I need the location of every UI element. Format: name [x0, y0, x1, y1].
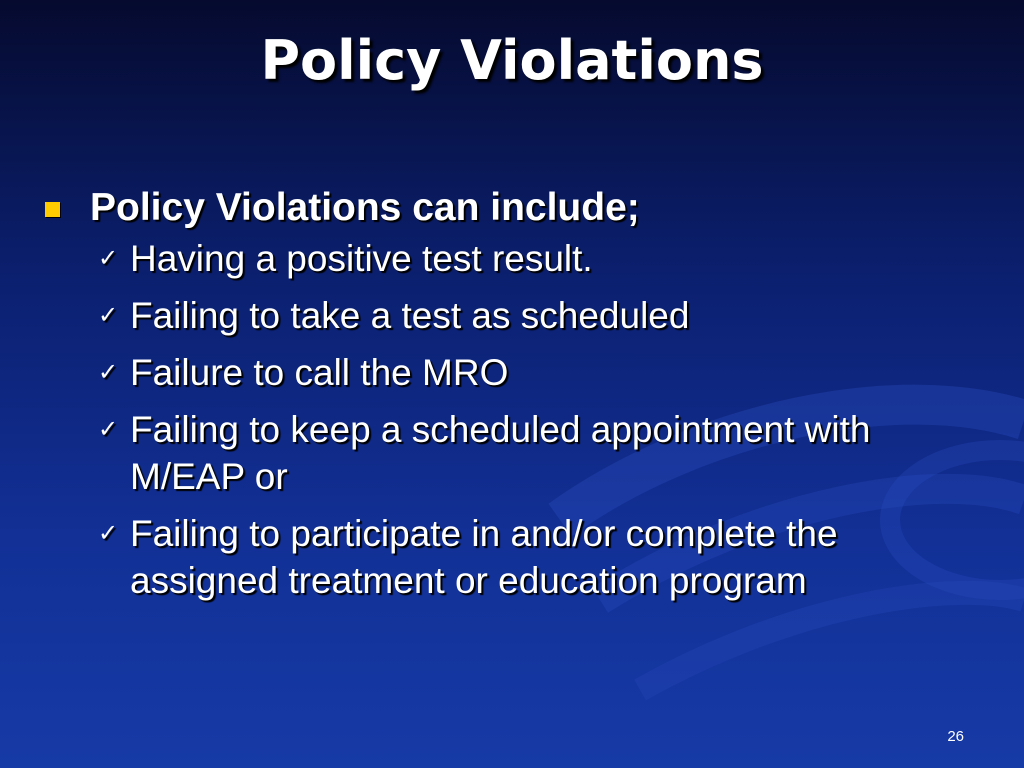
sub-bullet-text: Failure to call the MRO [130, 352, 509, 393]
sub-bullet-item [98, 292, 980, 339]
checkmark-icon: ✓ [98, 359, 119, 386]
square-bullet-icon [45, 202, 60, 217]
sub-bullet-item [98, 510, 980, 604]
checkmark-icon: ✓ [98, 416, 119, 443]
sub-bullet-text: Having a positive test result. [130, 238, 593, 279]
sub-bullet-text: Failing to keep a scheduled appointment with M/EAP or [130, 409, 871, 497]
slide-content [40, 183, 980, 614]
bullet-text: Policy Violations can include; [90, 186, 640, 229]
sub-bullet-text: Failing to take a test as scheduled [130, 295, 690, 336]
checkmark-icon: ✓ [98, 520, 119, 547]
checkmark-icon: ✓ [98, 245, 119, 272]
sub-bullet-list [98, 235, 980, 604]
sub-bullet-item [98, 235, 980, 282]
page-number: 26 [947, 728, 964, 745]
bullet-item [40, 183, 980, 233]
sub-bullet-item [98, 406, 980, 500]
sub-bullet-text: Failing to participate in and/or complete the assigned treatment or education program [130, 513, 838, 601]
sub-bullet-item [98, 349, 980, 396]
slide-title: Policy Violations [260, 29, 764, 92]
checkmark-icon: ✓ [98, 302, 119, 329]
